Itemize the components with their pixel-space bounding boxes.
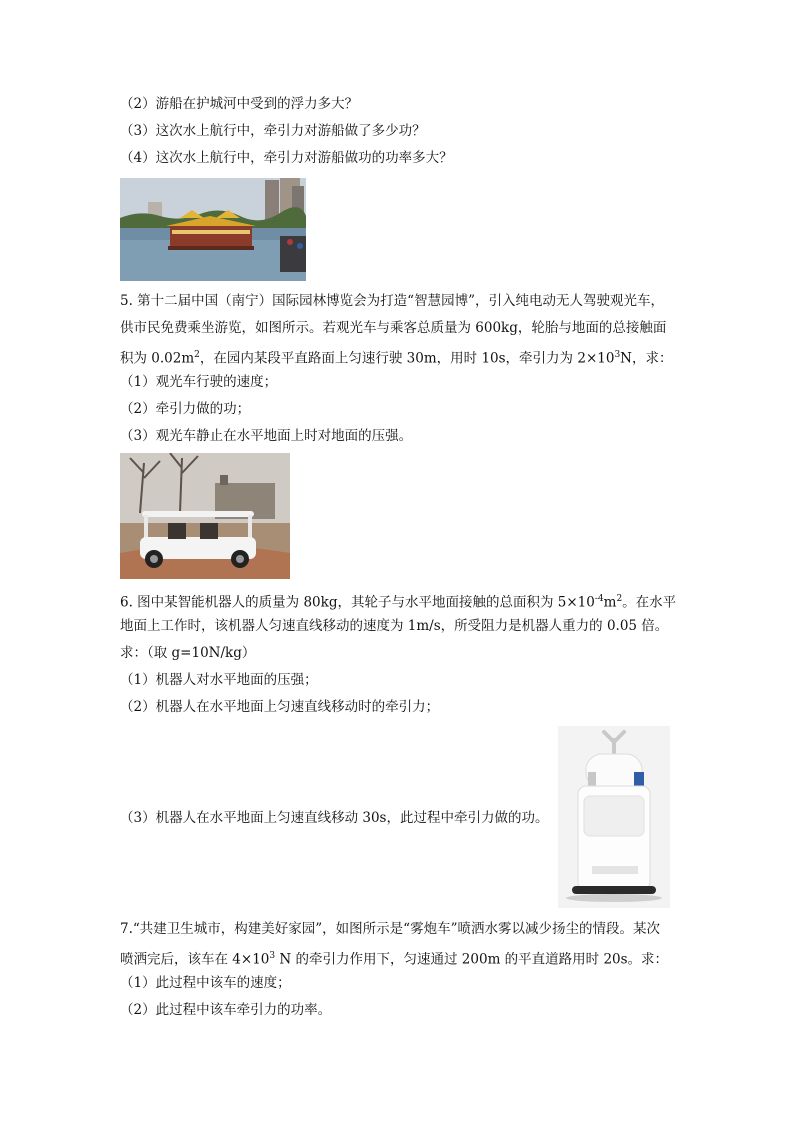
q6-sub3: （3）机器人在水平地面上匀速直线移动 30s，此过程中牵引力做的功。	[120, 810, 549, 826]
q7-line2	[120, 946, 668, 970]
q7-line2-part1: 喷洒完后，该车在 4×10	[120, 951, 270, 968]
q5-sub3: （3）观光车静止在水平地面上时对地面的压强。	[120, 428, 413, 444]
q6-line1-sup1: -4	[594, 594, 604, 604]
q5-line3-part1: 积为 0.02m	[120, 350, 195, 367]
boat-photo	[120, 178, 306, 281]
q4-sub3: （3）这次水上航行中，牵引力对游船做了多少功？	[120, 123, 426, 139]
q7-line1: 7.“共建卫生城市，构建美好家园”，如图所示是“雾炮车”喷洒水雾以减少扬尘的情段。某次	[120, 921, 660, 937]
q6-line3: 求：（取 g=10N/kg）	[120, 645, 256, 661]
q6-line1-part1: 6. 图中某智能机器人的质量为 80kg，其轮子与水平地面接触的总面积为 5×10	[120, 594, 595, 611]
q5-line3-part2: ，在园内某段平直路面上匀速行驶 30m，用时 10s，牵引力为 2×10	[199, 350, 615, 367]
q7-line2-part2: N 的牵引力作用下，匀速通过 200m 的平直道路用时 20s。求：	[275, 951, 669, 968]
q6-sub1: （1）机器人对水平地面的压强；	[120, 672, 318, 688]
q7-sub1: （1）此过程中该车的速度；	[120, 975, 291, 991]
q5-sub1: （1）观光车行驶的速度；	[120, 374, 278, 390]
q4-sub4: （4）这次水上航行中，牵引力对游船做功的功率多大？	[120, 150, 453, 166]
q6-line1-part2: m	[603, 594, 617, 611]
q6-sub2: （2）机器人在水平地面上匀速直线移动时的牵引力；	[120, 699, 440, 715]
q6-line2: 地面上工作时，该机器人匀速直线移动的速度为 1m/s，所受阻力是机器人重力的 0.05 倍。	[120, 618, 669, 634]
q7-line2-sup: 3	[269, 951, 276, 961]
sightseeing-car-photo	[120, 453, 290, 579]
q6-line1	[120, 589, 676, 613]
q6-line1-sup2: 2	[616, 594, 623, 604]
q5-line3	[120, 345, 672, 369]
q6-line1-part3: 。在水平	[622, 594, 677, 611]
q5-line2: 供市民免费乘坐游览，如图所示。若观光车与乘客总质量为 600kg，轮胎与地面的总接触面	[120, 320, 667, 336]
q7-sub2: （2）此过程中该车牵引力的功率。	[120, 1002, 332, 1018]
q5-line3-part3: N，求：	[620, 350, 673, 367]
q4-sub2: （2）游船在护城河中受到的浮力多大？	[120, 96, 359, 112]
robot-photo	[558, 726, 670, 908]
q5-line1: 5. 第十二届中国（南宁）国际园林博览会为打造“智慧园博”，引入纯电动无人驾驶观光车，	[120, 293, 664, 309]
q5-line3-sup1: 2	[194, 350, 200, 360]
q5-sub2: （2）牵引力做的功；	[120, 401, 251, 417]
q5-line3-sup2: 3	[614, 350, 621, 360]
